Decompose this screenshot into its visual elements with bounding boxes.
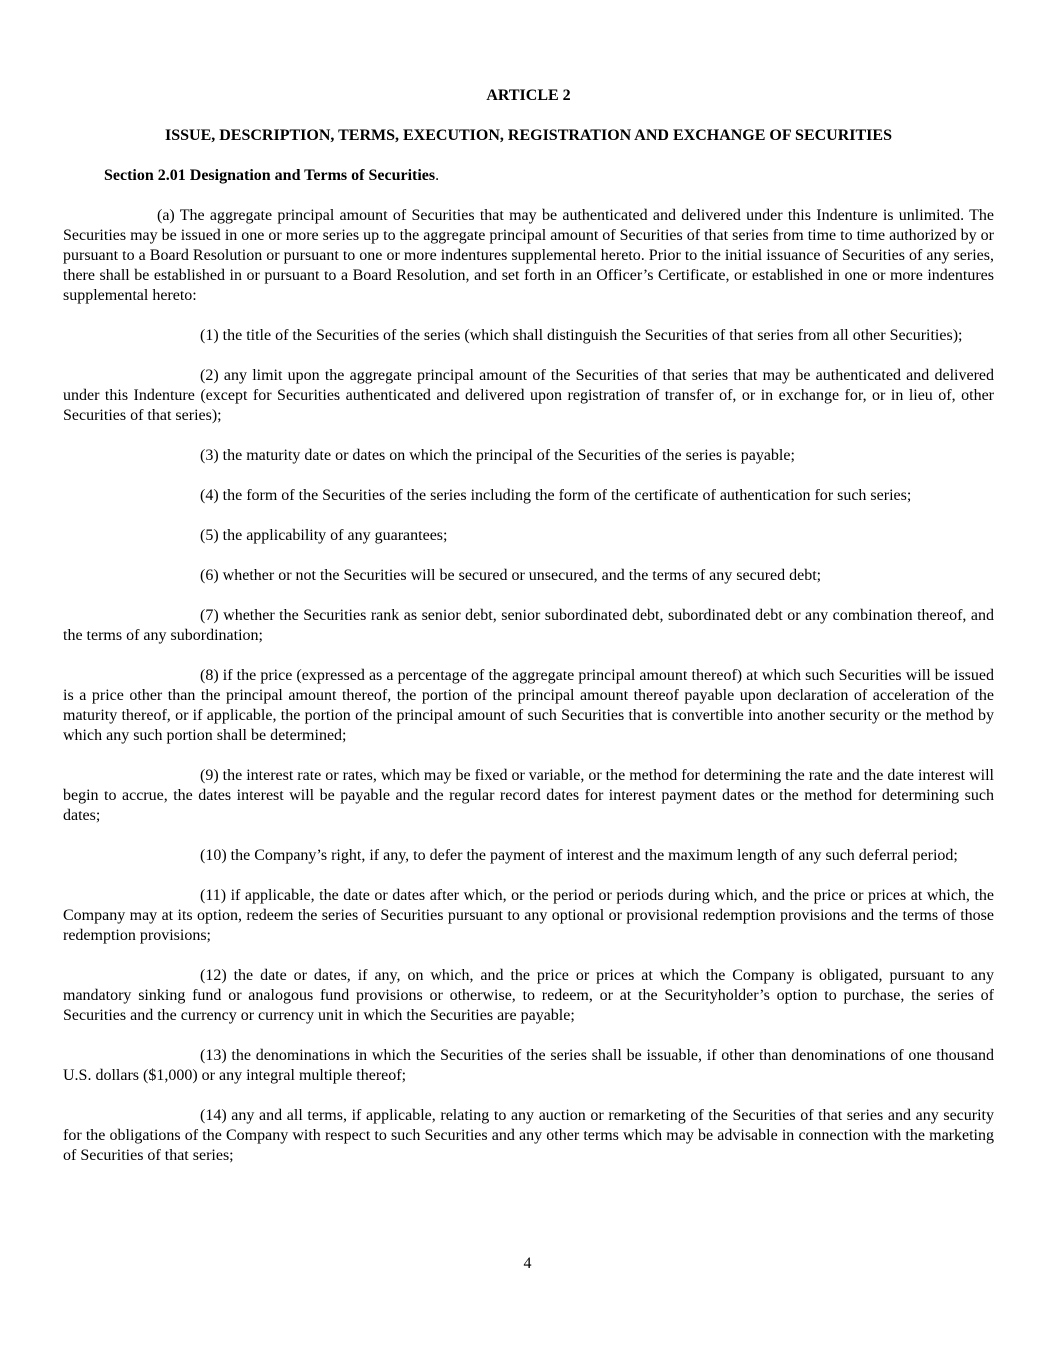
list-item-9: (9) the interest rate or rates, which may be fixed or variable, or the method for determining the rate and the date interest will begin to accrue, the dates interest will be payable and the regular record dates for interest payment dates or the method for determining such dates; xyxy=(63,767,994,824)
intro-paragraph: (a) The aggregate principal amount of Securities that may be authenticated and delivered under this Indenture is unlimited. The Securities may be issued in one or more series up to the aggregate principal amount of Securities of that series from time to time authorized by or pursuant to a Board Resolution or pursuant to one or more indentures supplemental hereto. Prior to the initial issuance of Securities of any series, there shall be established in or pursuant to a Board Resolution, and set forth in an Officer’s Certificate, or established in one or more indentures supplemental hereto: xyxy=(63,207,994,304)
list-item-14: (14) any and all terms, if applicable, relating to any auction or remarketing of the Securities of that series and any security for the obligations of the Company with respect to such Securities and any other terms which may be advisable in connection with the marketing of Securities of that series; xyxy=(63,1107,994,1164)
list-item-1: (1) the title of the Securities of the series (which shall distinguish the Securities of that series from all other Securities); xyxy=(200,327,963,344)
list-item-10: (10) the Company’s right, if any, to defer the payment of interest and the maximum length of any such deferral period; xyxy=(200,847,958,864)
list-item-2: (2) any limit upon the aggregate principal amount of the Securities of that series that may be authenticated and delivered under this Indenture (except for Securities authenticated and delivered upon registration of transfer of, or in exchange for, or in lieu of, other Securities of that series); xyxy=(63,367,994,424)
list-item-5: (5) the applicability of any guarantees; xyxy=(200,527,448,544)
page-number: 4 xyxy=(523,1255,532,1272)
list-item-8: (8) if the price (expressed as a percentage of the aggregate principal amount thereof) at which such Securities will be issued is a price other than the principal amount thereof, the portion of the principal amount thereof payable upon declaration of acceleration of the maturity thereof, or if applicable, the portion of the principal amount of such Securities that is convertible into another security or the method by which any such portion shall be determined; xyxy=(63,667,994,744)
document-page xyxy=(63,86,994,1166)
article-heading: ISSUE, DESCRIPTION, TERMS, EXECUTION, REGISTRATION AND EXCHANGE OF SECURITIES xyxy=(165,127,892,144)
list-item-12: (12) the date or dates, if any, on which, and the price or prices at which the Company is obligated, pursuant to any mandatory sinking fund or analogous fund provisions or otherwise, to redeem, or at the Securityholder’s option to purchase, the series of Securities and the currency or currency unit in which the Securities are payable; xyxy=(63,967,994,1024)
list-item-6: (6) whether or not the Securities will be secured or unsecured, and the terms of any secured debt; xyxy=(200,567,822,584)
list-item-11: (11) if applicable, the date or dates after which, or the period or periods during which, and the price or prices at which, the Company may at its option, redeem the series of Securities pursuant to any optional or provisional redemption provisions and the terms of those redemption provisions; xyxy=(63,887,994,944)
list-item-3: (3) the maturity date or dates on which the principal of the Securities of the series is payable; xyxy=(200,447,795,464)
list-item-13: (13) the denominations in which the Securities of the series shall be issuable, if other than denominations of one thousand U.S. dollars ($1,000) or any integral multiple thereof; xyxy=(63,1047,994,1084)
list-item-7: (7) whether the Securities rank as senior debt, senior subordinated debt, subordinated debt or any combination thereof, and the terms of any subordination; xyxy=(63,607,994,644)
article-title: ARTICLE 2 xyxy=(486,87,571,104)
section-heading-text: Section 2.01 Designation and Terms of Securities xyxy=(104,167,436,184)
section-heading xyxy=(63,166,994,186)
section-heading-period: . xyxy=(435,167,440,184)
list-item-4: (4) the form of the Securities of the series including the form of the certificate of authentication for such series; xyxy=(200,487,912,504)
